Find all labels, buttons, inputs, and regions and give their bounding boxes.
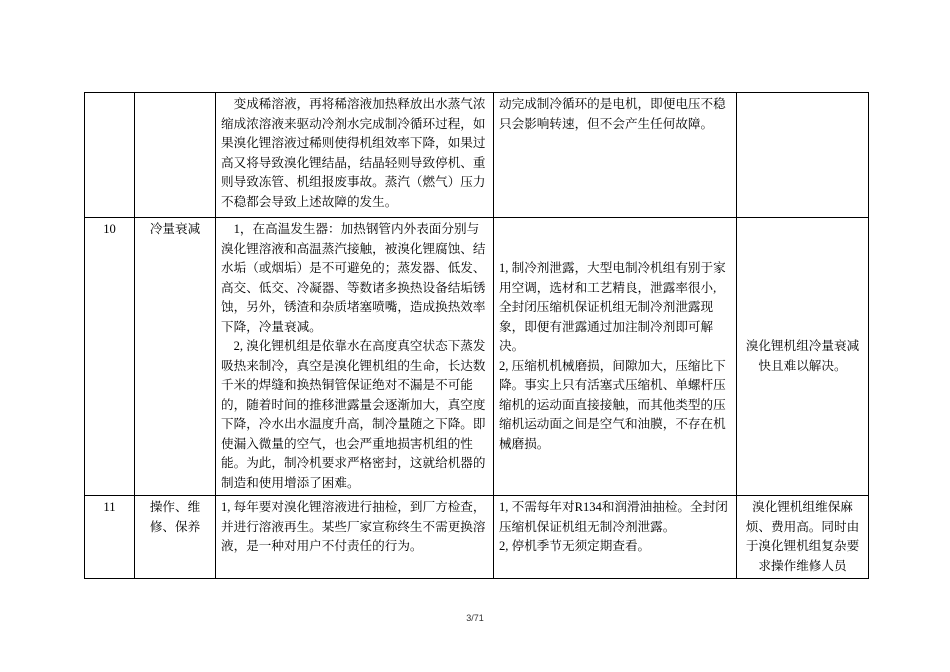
libr-cell bbox=[216, 93, 494, 218]
elec-paragraph: 1, 不需每年对R134和润滑油抽检。全封闭压缩机保证机组无制冷剂泄露。 bbox=[499, 500, 728, 534]
elec-cell bbox=[494, 218, 737, 496]
table-row bbox=[85, 496, 869, 579]
libr-paragraph: 2, 溴化锂机组是依靠水在高度真空状态下蒸发吸热来制冷，真空是溴化锂机组的生命，长达数千米的焊缝和换热铜管保证绝对不漏是不可能的，随着时间的推移泄露量会逐渐加大，真空度下降，冷水出水温度升高，制冷量随之下降。即使漏入微量的空气，也会严重地损害机组的性能。为此，制冷机要求严格密封，这就给机器的制造和使用增添了困难。 bbox=[221, 339, 486, 490]
row-item: 冷量衰减 bbox=[135, 218, 216, 496]
conclusion-cell bbox=[737, 93, 869, 218]
elec-cell bbox=[494, 496, 737, 579]
libr-paragraph: 变成稀溶液，再将稀溶液加热释放出水蒸气浓缩成浓溶液来驱动冷剂水完成制冷循环过程，如果溴化锂溶液过稀则使得机组效率下降，如果过高又将导致溴化锂结晶，结晶轻则导致停机、重则导致冻管、机组报废事故。蒸汽（燃气）压力不稳都会导致上述故障的发生。 bbox=[221, 97, 486, 209]
elec-paragraph: 2, 停机季节无须定期查看。 bbox=[499, 539, 651, 553]
elec-cell bbox=[494, 93, 737, 218]
libr-cell bbox=[216, 496, 494, 579]
elec-paragraph: 2, 压缩机机械磨损，间隙加大，压缩比下降。事实上只有活塞式压缩机、单螺杆压缩机的运动面直接接触，而其他类型的压缩机运动面之间是空气和油膜，不存在机械磨损。 bbox=[499, 358, 726, 451]
conclusion-cell: 溴化锂机组维保麻烦、费用高。同时由于溴化锂机组复杂要求操作维修人员 bbox=[737, 496, 869, 579]
elec-paragraph: 动完成制冷循环的是电机，即便电压不稳只会影响转速，但不会产生任何故障。 bbox=[499, 97, 726, 131]
row-number: 11 bbox=[85, 496, 135, 579]
libr-cell bbox=[216, 218, 494, 496]
row-item bbox=[135, 93, 216, 218]
row-number bbox=[85, 93, 135, 218]
table-row bbox=[85, 218, 869, 496]
page-number: 3/71 bbox=[466, 613, 484, 623]
row-number: 10 bbox=[85, 218, 135, 496]
libr-paragraph: 1, 每年要对溴化锂溶液进行抽检，到厂方检查，并进行溶液再生。某些厂家宣称终生不需更换溶液，是一种对用户不付责任的行为。 bbox=[221, 500, 486, 553]
table-row bbox=[85, 93, 869, 218]
comparison-table bbox=[84, 92, 869, 579]
row-item: 操作、维修、保养 bbox=[135, 496, 216, 579]
libr-paragraph: 1，在高温发生器：加热钢管内外表面分别与溴化锂溶液和高温蒸汽接触，被溴化锂腐蚀、结水垢（或烟垢）是不可避免的；蒸发器、低发、高交、低交、冷凝器、等数诸多换热设备结垢锈蚀，另外，锈渣和杂质堵塞喷嘴，造成换热效率下降，冷量衰减。 bbox=[221, 222, 486, 334]
elec-paragraph: 1, 制冷剂泄露，大型电制冷机组有别于家用空调，选材和工艺精良，泄露率很小, 全封闭压缩机保证机组无制冷剂泄露现象，即便有泄露通过加注制冷剂即可解决。 bbox=[499, 261, 726, 353]
conclusion-cell: 溴化锂机组冷量衰减快且难以解决。 bbox=[737, 218, 869, 496]
